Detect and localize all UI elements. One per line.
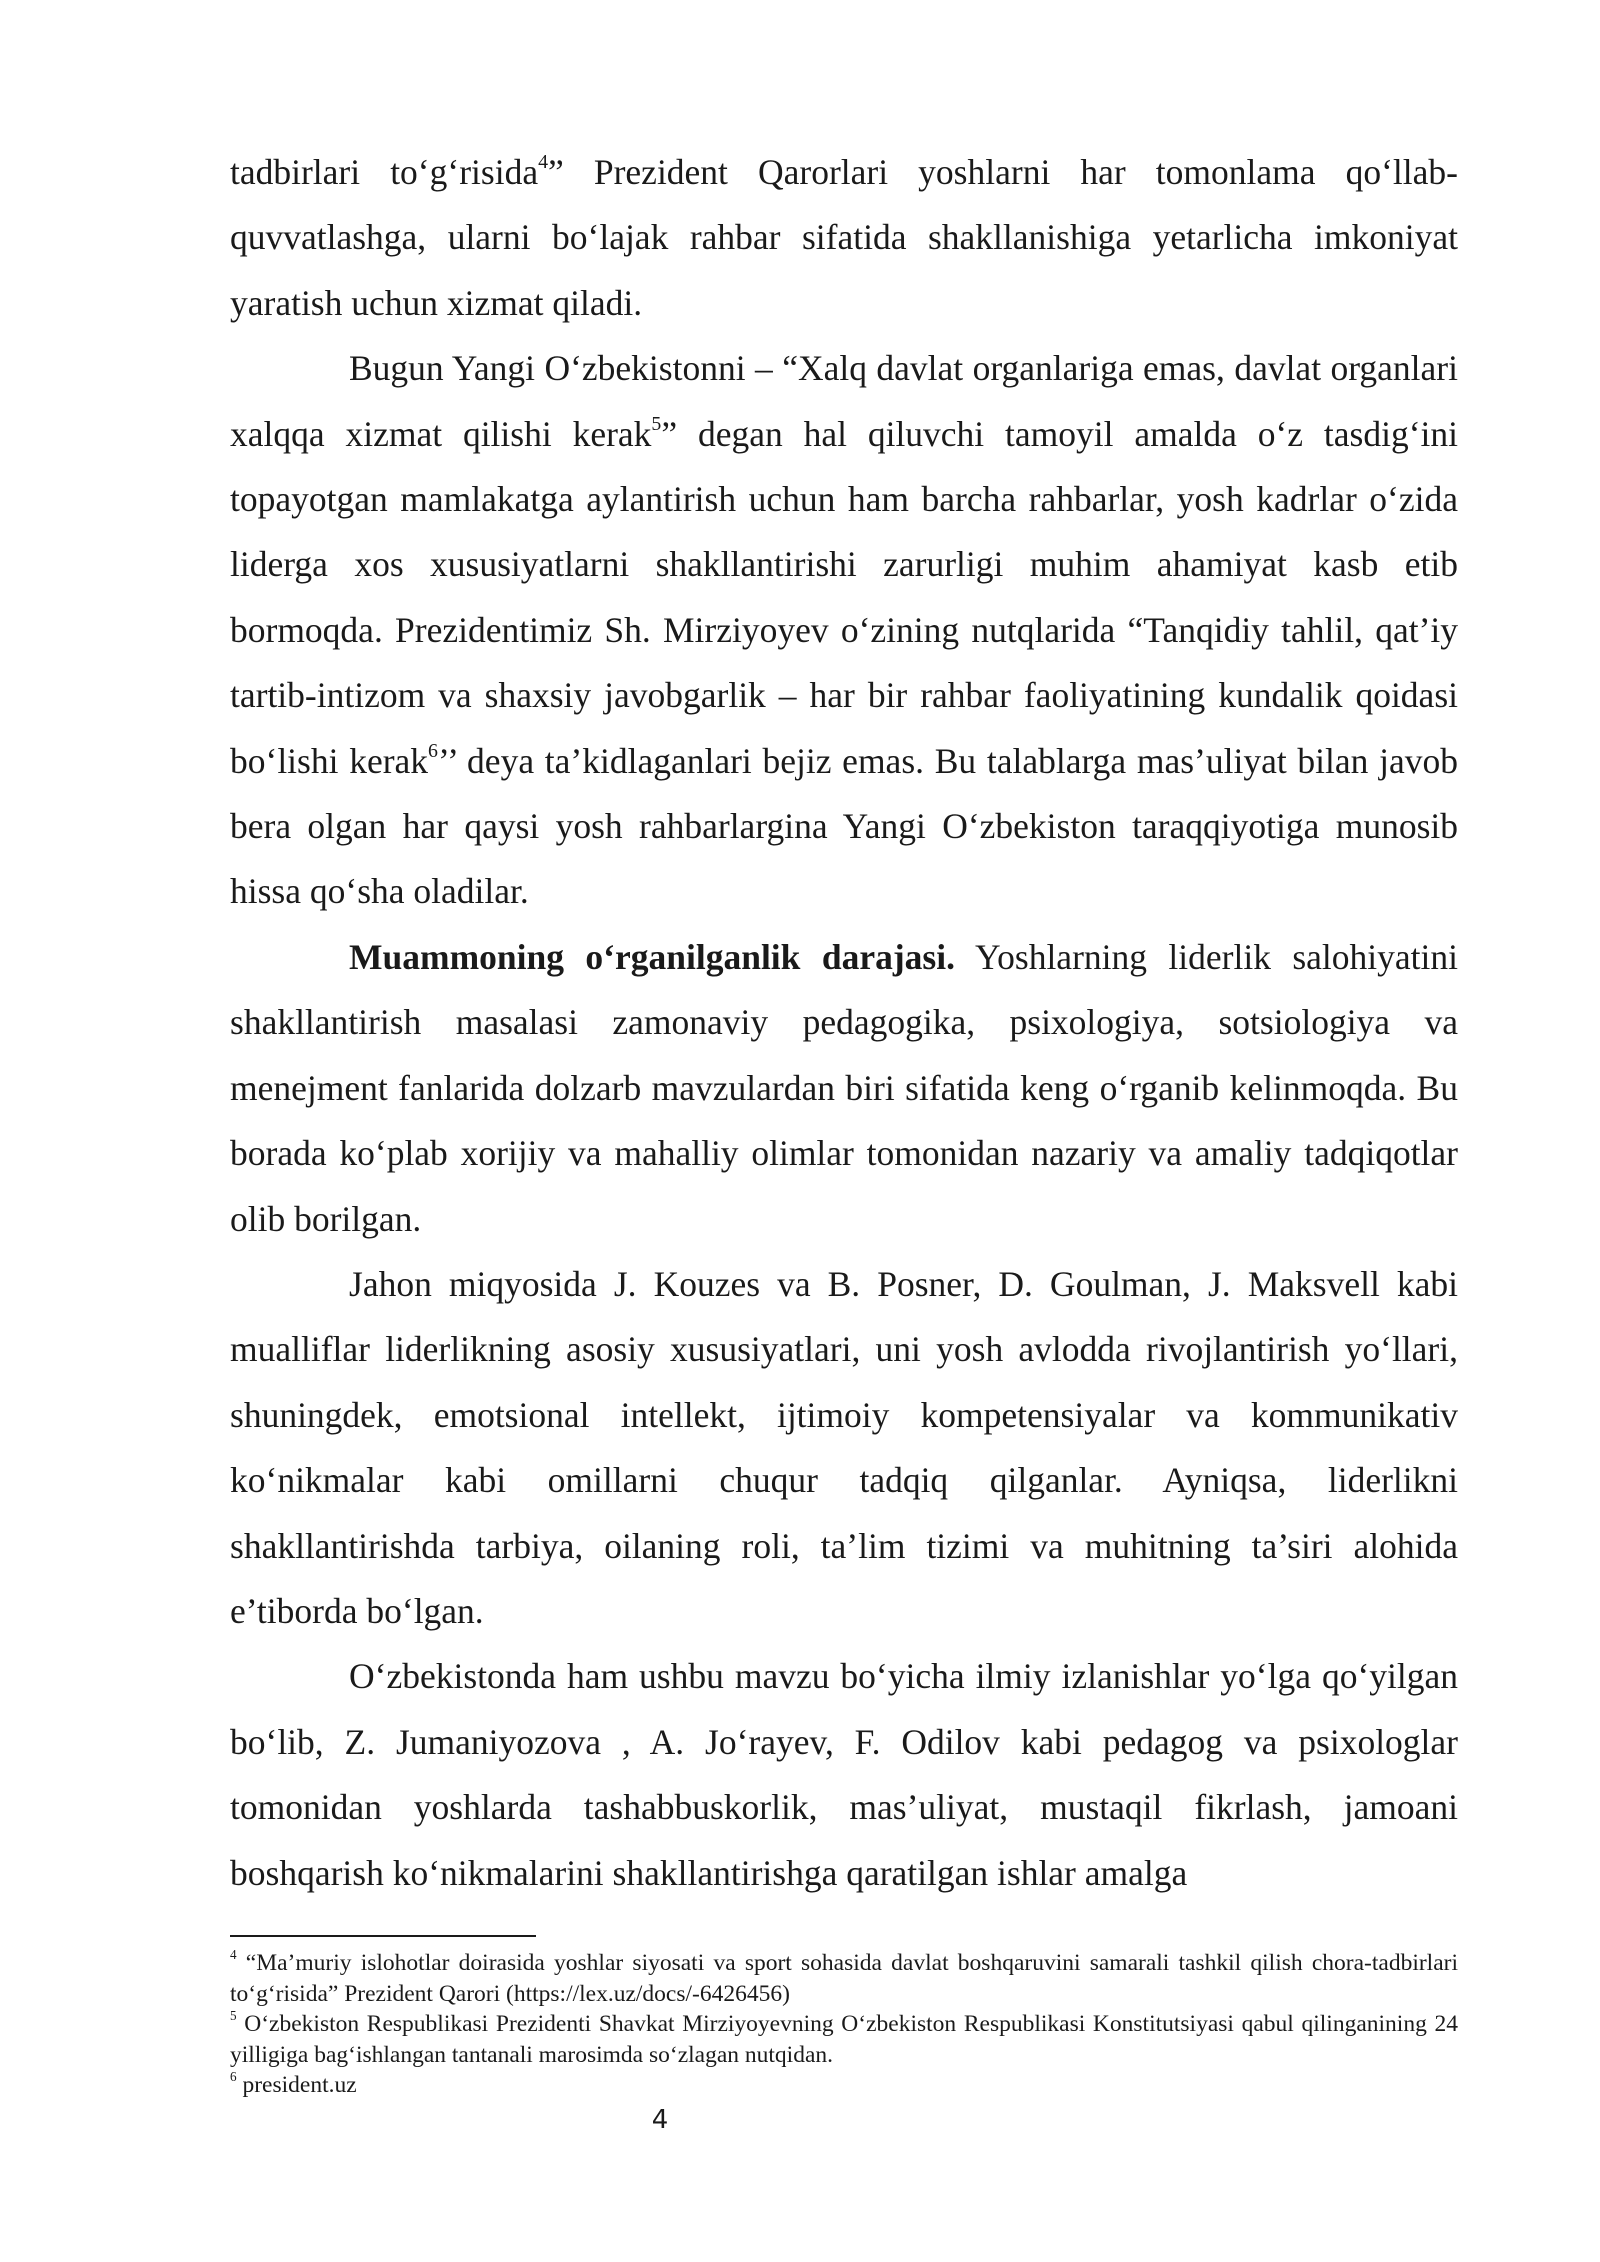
footnote-text: “Ma’muriy islohotlar doirasida yoshlar siyosati va sport sohasida davlat boshqaruvini samarali tashkil qilish chora-tadbirlari to‘g‘risida” Prezident Qarori (https://lex.uz/docs/-6426456) (230, 1950, 1458, 2007)
footnote-5 (230, 2009, 1458, 2070)
paragraph-text: ’’ deya ta’kidlaganlari bejiz emas. Bu talablarga mas’uliyat bilan javob bera olgan har qaysi yosh rahbarlargina Yangi O‘zbekiston taraqqiyotiga munosib hissa qo‘sha oladilar. (230, 740, 1459, 912)
paragraph-4 (230, 1252, 1458, 1644)
paragraph-3 (230, 925, 1458, 1252)
paragraph-text: tadbirlari to‘g‘risida (230, 152, 539, 192)
footnote-6 (230, 2070, 1458, 2101)
paragraph-text: Bugun Yangi O‘zbekistonni – “Xalq davlat organlariga emas, davlat organlari xalqqa xizmat qilishi kerak (230, 348, 1458, 454)
paragraph-2 (230, 336, 1458, 925)
paragraph-text: ” Prezident Qarorlari yoshlarni har tomonlama qo‘llab-quvvatlashga, ularni bo‘lajak rahbar sifatida shakllanishiga yetarlicha imkoniyat yaratish uchun xizmat qiladi. (230, 152, 1458, 323)
paragraph-text: Jahon miqyosida J. Kouzes va B. Posner, D. Goulman, J. Maksvell kabi mualliflar liderlikning asosiy xususiyatlari, uni yosh avlodda rivojlantirish yo‘llari, shuningdek, emotsional intellekt, ijtimoiy kompetensiyalar va kommunikativ ko‘nikmalar kabi omillarni chuqur tadqiq qilganlar. Ayniqsa, liderlikni shakllantirishda tarbiya, oilaning roli, ta’lim tizimi va muhitning ta’siri alohida e’tiborda bo‘lgan. (230, 1263, 1458, 1631)
footnote-4 (230, 1948, 1458, 2009)
paragraph-5 (230, 1644, 1458, 1906)
paragraph-text: Yoshlarning liderlik salohiyatini shakllantirish masalasi zamonaviy pedagogika, psixologiya, sotsiologiya va menejment fanlarida dolzarb mavzulardan biri sifatida keng o‘rganib kelinmoqda. Bu borada ko‘plab xorijiy va mahalliy olimlar tomonidan nazariy va amaliy tadqiqotlar olib borilgan. (230, 936, 1458, 1239)
paragraph-text: ” degan hal qiluvchi tamoyil amalda o‘z tasdig‘ini topayotgan mamlakatga aylantirish uchun ham barcha rahbarlar, yosh kadrlar o‘zida liderga xos xususiyatlarni shakllantirishi zarurligi muhim ahamiyat kasb etib bormoqda. Prezidentimiz Sh. Mirziyoyev o‘zining nutqlarida “Tanqidiy tahlil, qat’iy tartib-intizom va shaxsiy javobgarlik – har bir rahbar faoliyatining kundalik qoidasi bo‘lishi kerak (230, 413, 1458, 781)
footnote-text: O‘zbekiston Respublikasi Prezidenti Shavkat Mirziyoyevning O‘zbekiston Respublikasi Konstitutsiyasi qabul qilinganining 24 yilligiga bag‘ishlangan tantanali marosimda so‘zlagan nutqidan. (230, 2011, 1458, 2068)
footnote-ref-4[interactable]: 4 (538, 151, 549, 174)
footnote-ref-6[interactable]: 6 (428, 739, 438, 762)
footnote-number: 6 (230, 2069, 237, 2085)
paragraph-1 (230, 140, 1458, 336)
footnote-number: 5 (230, 2008, 237, 2024)
paragraph-text: O‘zbekistonda ham ushbu mavzu bo‘yicha ilmiy izlanishlar yo‘lga qo‘yilgan bo‘lib, Z. Jumaniyozova , A. Jo‘rayev, F. Odilov kabi pedagog va psixologlar tomonidan yoshlarda tashabbuskorlik, mas’uliyat, mustaqil fikrlash, jamoani boshqarish ko‘nikmalarini shakllantirishga qaratilgan ishlar amalga (230, 1656, 1458, 1893)
main-text (230, 140, 1458, 1906)
footnote-number: 4 (230, 1947, 237, 1963)
page-number: 4 (651, 2105, 669, 2135)
section-heading: Muammoning o‘rganilganlik darajasi. (349, 936, 955, 977)
footnote-separator (230, 1935, 536, 1937)
footnote-text: president.uz (236, 2072, 357, 2098)
footnotes (230, 1948, 1458, 2101)
footnote-ref-5[interactable]: 5 (651, 412, 662, 435)
